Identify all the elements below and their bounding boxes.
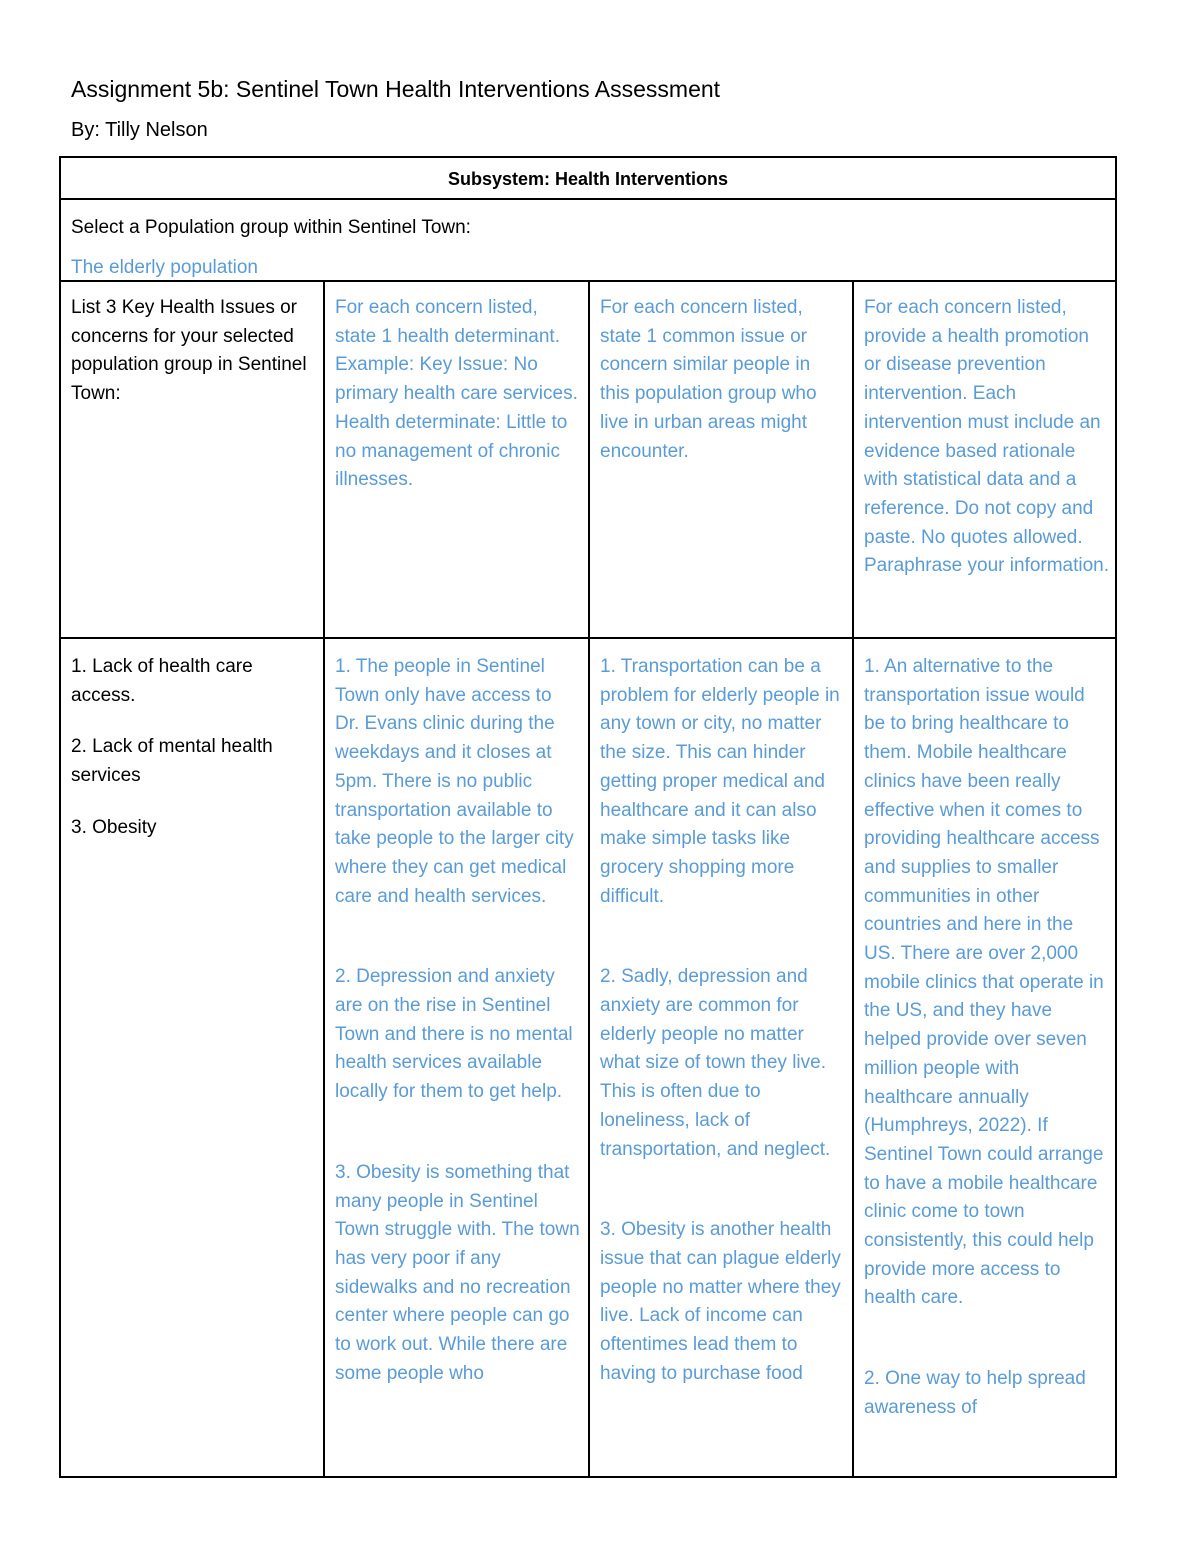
prompt-urban-issues: [590, 294, 852, 634]
determinant-item: 2. Depression and anxiety are on the rise in Sentinel Town and there is no mental health services available locally for them to get help.: [335, 966, 573, 1103]
urban-issue-item: 1. Transportation can be a problem for elderly people in any town or city, no matter the size. This can hinder getting proper medical and healthcare and it can also make simple tasks like grocery shopping more difficult.: [600, 656, 840, 907]
prompt-text: List 3 Key Health Issues or concerns for your selected population group in Sentinel Town:: [71, 297, 307, 405]
assessment-table: [59, 156, 1117, 1478]
prompt-text: For each concern listed, state 1 common issue or concern similar people in this population group who live in urban areas might encounter.: [600, 297, 817, 462]
answer-key-issues: [61, 653, 323, 1476]
determinant-item: 1. The people in Sentinel Town only have access to Dr. Evans clinic during the weekdays and it closes at 5pm. There is no public transportation available to take people to the larger city where they can get medical care and health services.: [335, 656, 574, 907]
subsystem-heading: Subsystem: Health Interventions: [447, 168, 729, 189]
prompt-text: For each concern listed, state 1 health determinant. Example: Key Issue: No primary health care services. Health determinate: Little to no management of chronic illnesses.: [335, 297, 578, 491]
urban-issue-item: 3. Obesity is another health issue that can plague elderly people no matter where they live. Lack of income can oftentimes lead them to having to purchase food: [600, 1219, 841, 1384]
prompt-text: For each concern listed, provide a health promotion or disease prevention intervention. Each intervention must include an evidence based rationale with statistical data and a reference. Do not copy and paste. No quotes allowed. Paraphrase your information.: [864, 297, 1110, 577]
answer-interventions: [854, 653, 1117, 1476]
document-title: Assignment 5b: Sentinel Town Health Interventions Assessment: [71, 76, 721, 102]
prompt-determinants: [325, 294, 588, 634]
intervention-item: 2. One way to help spread awareness of: [864, 1368, 1086, 1418]
issue-item: 3. Obesity: [71, 816, 157, 838]
determinant-item: 3. Obesity is something that many people in Sentinel Town struggle with. The town has very poor if any sidewalks and no recreation center where people can go to work out. While there are some people who: [335, 1161, 580, 1384]
answer-urban-issues: [590, 653, 852, 1476]
document-author: By: Tilly Nelson: [71, 119, 208, 141]
population-value: The elderly population: [71, 257, 258, 278]
issue-item: 1. Lack of health care access.: [71, 656, 253, 706]
answer-determinants: [325, 653, 588, 1476]
prompt-key-issues: [61, 294, 323, 634]
prompt-interventions: [854, 294, 1117, 634]
urban-issue-item: 2. Sadly, depression and anxiety are common for elderly people no matter what size of town they live. This is often due to loneliness, lack of transportation, and neglect.: [600, 966, 831, 1160]
population-group: [71, 202, 1105, 282]
intervention-item: 1. An alternative to the transportation issue would be to bring healthcare to them. Mobile healthcare clinics have been really effective when it comes to providing healthcare access and supplies to smaller communities in other countries and here in the US. There are over 2,000 mobile clinics that operate in the US, and they have helped provide over seven million people with healthcare annually (Humphreys, 2022). If Sentinel Town could arrange to have a mobile healthcare clinic come to town consistently, this could help provide more access to health care.: [864, 656, 1104, 1309]
population-label: Select a Population group within Sentinel Town:: [71, 217, 471, 238]
issue-item: 2. Lack of mental health services: [71, 736, 273, 787]
